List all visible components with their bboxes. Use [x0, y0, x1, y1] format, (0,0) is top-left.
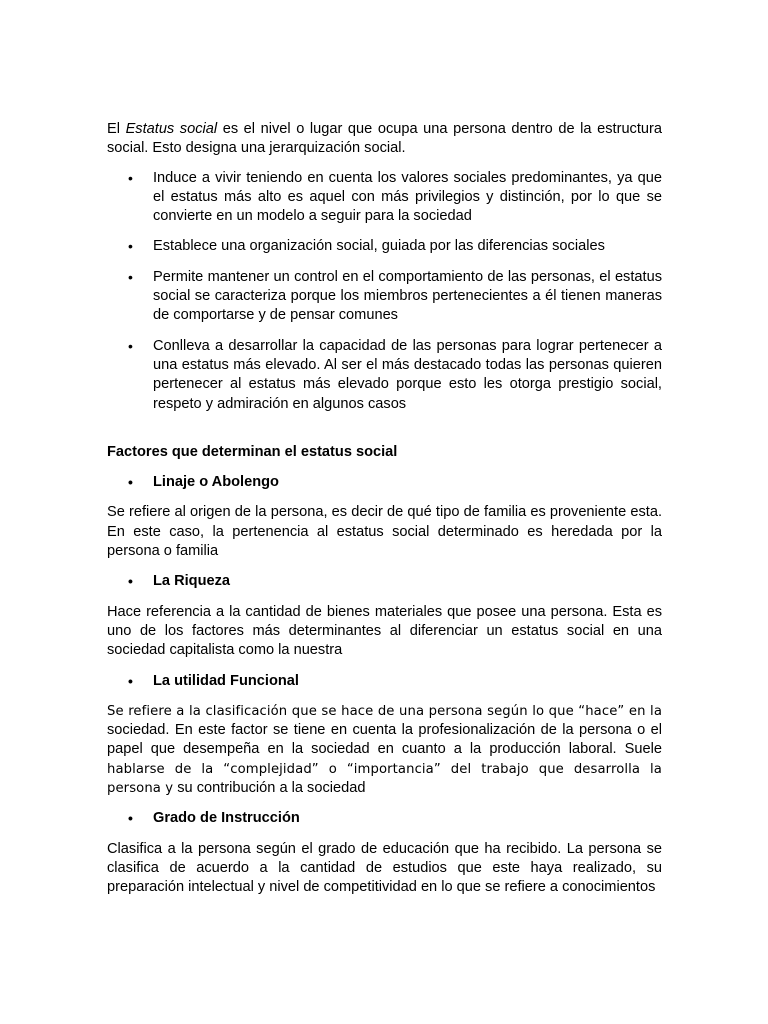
bullet-icon: • — [128, 238, 133, 255]
list-item — [107, 237, 662, 256]
list-item-text: Establece una organización social, guiada por las diferencias sociales — [153, 238, 605, 255]
factor-text-segment: sociedad. En este factor se tiene en cuenta la profesionalización de la persona o el papel que desempeña en la sociedad en cuanto a la producción laboral. Suele — [107, 722, 662, 758]
intro-paragraph — [107, 120, 662, 159]
intro-term: Estatus social — [125, 121, 218, 137]
intro-rest: es el nivel o lugar que ocupa una persona dentro de la estructura social. Esto designa una jerarquización social. — [107, 121, 663, 157]
factor-description: Clasifica a la persona según el grado de educación que ha recibido. La persona se clasifica de acuerdo a la cantidad de estudios que este haya realizado, su preparación intelectual y nivel de competitividad en lo que se refiere a conocimientos — [107, 840, 662, 896]
factor-heading-list — [107, 809, 662, 828]
factor-heading — [107, 473, 662, 492]
factor-description: Hace referencia a la cantidad de bienes materiales que posee una persona. Esta es uno de los factores más determinantes al diferenciar un estatus social en una sociedad capitalista como la nuestra — [107, 603, 662, 659]
factor-heading-list — [107, 672, 662, 691]
bullet-icon: • — [128, 169, 133, 186]
factor-heading-text: Grado de Instrucción — [153, 810, 300, 827]
list-item-text: Conlleva a desarrollar la capacidad de las personas para lograr pertenecer a una estatus más elevado. Al ser el más destacado todas las personas quieren pertenecer al estatus más elevado porque esto les otorga prestigio social, respeto y admiración en algunos casos — [153, 337, 662, 412]
bullet-icon: • — [128, 474, 133, 491]
list-item-text: Permite mantener un control en el comportamiento de las personas, el estatus social se caracteriza porque los miembros pertenecientes a él tienen maneras de comportarse y de pensar comunes — [153, 268, 662, 324]
factor-heading — [107, 809, 662, 828]
list-item — [107, 337, 662, 414]
factor-text-segment: Se refiere a la clasificación que se hace de una persona según lo que “hace” en la — [107, 703, 662, 719]
intro-prefix: El — [107, 121, 126, 137]
list-item-text: Induce a vivir teniendo en cuenta los valores sociales predominantes, ya que el estatus más alto es aquel con más privilegios y distinción, por lo que se convierte en un modelo a seguir para la sociedad — [153, 169, 662, 225]
factor-heading-list — [107, 473, 662, 492]
list-item — [107, 169, 662, 227]
bullet-icon: • — [128, 810, 133, 827]
list-item — [107, 268, 662, 326]
factor-text-segment: su contribución a la sociedad — [173, 780, 366, 797]
section-title: Factores que determinan el estatus social — [107, 443, 398, 460]
characteristics-list — [107, 169, 662, 414]
factor-description — [107, 702, 662, 798]
bullet-icon: • — [128, 337, 133, 354]
bullet-icon: • — [128, 672, 133, 689]
factor-heading-text: La Riqueza — [153, 573, 231, 590]
factor-description: Se refiere al origen de la persona, es decir de qué tipo de familia es proveniente esta. En este caso, la pertenencia al estatus social determinado es heredada por la persona o familia — [107, 504, 662, 560]
factor-heading-list — [107, 572, 662, 591]
factor-heading — [107, 572, 662, 591]
factor-heading-text: Linaje o Abolengo — [153, 474, 279, 491]
bullet-icon: • — [128, 268, 133, 285]
bullet-icon: • — [128, 573, 133, 590]
factor-text-segment: hablarse de la “complejidad” o “importancia” del trabajo que desarrolla la persona y — [107, 761, 662, 797]
factor-heading-text: La utilidad Funcional — [153, 672, 299, 689]
factor-heading — [107, 672, 662, 691]
